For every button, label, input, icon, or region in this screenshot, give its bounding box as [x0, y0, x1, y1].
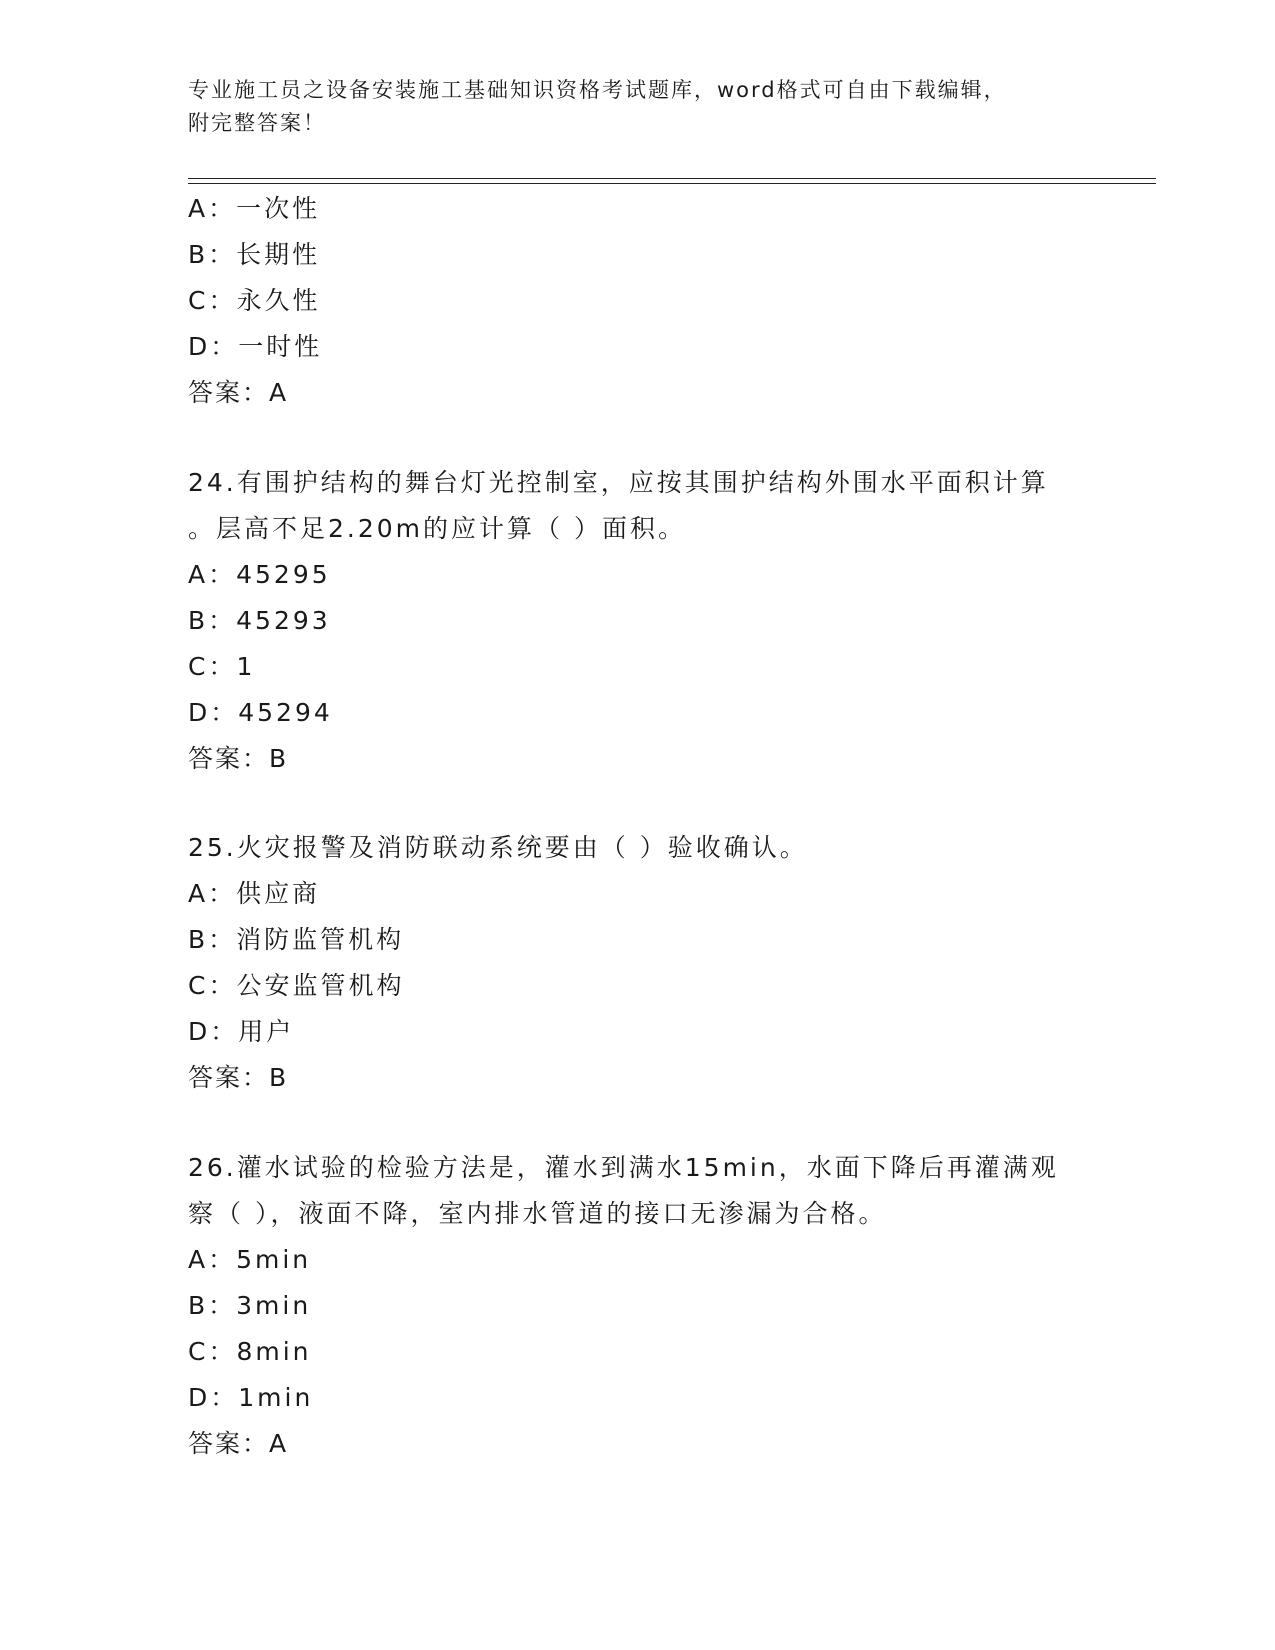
question-25 [188, 825, 1108, 1101]
option-c: C：永久性 [188, 286, 321, 315]
question-text-line-1: 26.灌水试验的检验方法是，灌水到满水15min，水面下降后再灌满观 [188, 1153, 1059, 1182]
option-b: B：3min [188, 1291, 312, 1320]
option-a: A：供应商 [188, 879, 321, 908]
header-line-2: 附完整答案！ [188, 111, 326, 135]
answer: 答案：B [188, 744, 289, 773]
answer: 答案：A [188, 378, 289, 407]
header-divider-bottom [188, 183, 1156, 184]
option-d: D：一时性 [188, 332, 323, 361]
option-b: B：长期性 [188, 240, 321, 269]
question-text-line-1: 25.火灾报警及消防联动系统要由（ ）验收确认。 [188, 833, 808, 862]
question-text-line-2: 察（ ），液面不降，室内排水管道的接口无渗漏为合格。 [188, 1199, 887, 1228]
option-a: A：一次性 [188, 194, 321, 223]
option-a: A：5min [188, 1245, 312, 1274]
document-header [188, 74, 1088, 140]
option-d: D：用户 [188, 1017, 295, 1046]
option-b: B：消防监管机构 [188, 925, 405, 954]
answer: 答案：A [188, 1429, 289, 1458]
header-divider-top [188, 178, 1156, 179]
option-d: D：1min [188, 1383, 314, 1412]
option-d: D：45294 [188, 698, 333, 727]
header-line-1: 专业施工员之设备安装施工基础知识资格考试题库，word格式可自由下载编辑， [188, 78, 1007, 102]
question-26 [188, 1145, 1108, 1467]
question-24 [188, 460, 1108, 782]
question-text-line-2: 。层高不足2.20m的应计算（ ）面积。 [188, 514, 686, 543]
option-b: B：45293 [188, 606, 331, 635]
question-text-line-1: 24.有围护结构的舞台灯光控制室，应按其围护结构外围水平面积计算 [188, 468, 1049, 497]
option-c: C：公安监管机构 [188, 971, 405, 1000]
option-c: C：8min [188, 1337, 312, 1366]
question-23 [188, 186, 1108, 416]
option-a: A：45295 [188, 560, 331, 589]
option-c: C：1 [188, 652, 256, 681]
answer: 答案：B [188, 1063, 289, 1092]
